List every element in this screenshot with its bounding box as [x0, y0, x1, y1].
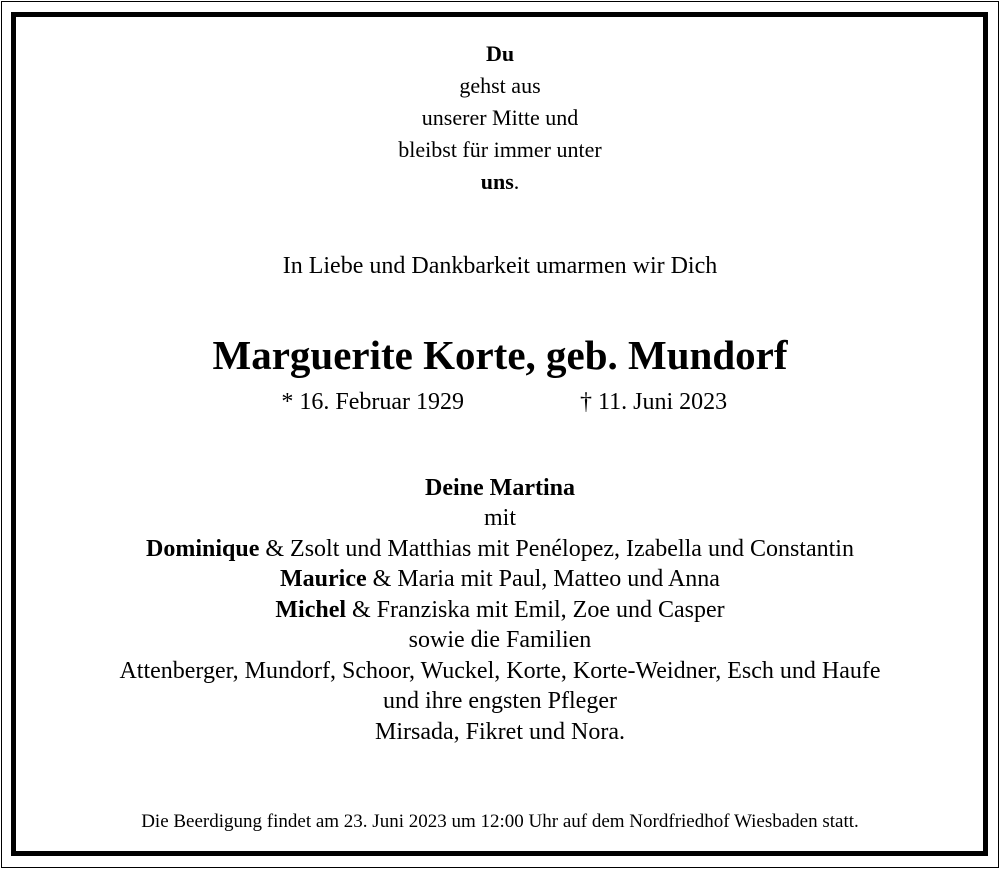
death-date: † 11. Juni 2023 — [580, 389, 728, 415]
carers-intro: und ihre engsten Pfleger — [383, 688, 617, 714]
poem-line-4: bleibst für immer unter — [398, 137, 602, 162]
families-list: Attenberger, Mundorf, Schoor, Wuckel, Korte, Korte-Weidner, Esch und Haufe — [119, 658, 881, 684]
deceased-name: Marguerite Korte, geb. Mundorf — [212, 332, 788, 378]
poem-line-2: gehst aus — [459, 73, 541, 98]
mourner-family-2-rest: & Maria mit Paul, Matteo und Anna — [366, 566, 720, 592]
funeral-notice: Die Beerdigung findet am 23. Juni 2023 um 12:00 Uhr auf dem Nordfriedhof Wiesbaden statt. — [141, 811, 859, 832]
mourner-family-2-name: Maurice — [280, 566, 367, 592]
mourner-family-3-rest: & Franziska mit Emil, Zoe und Casper — [346, 597, 725, 623]
mourner-lead: Deine Martina — [425, 475, 575, 501]
mourner-family-2 — [0, 564, 1000, 595]
poem-line-3: unserer Mitte und — [421, 105, 579, 130]
poem-line-5 — [0, 166, 1000, 198]
mourner-family-1-name: Dominique — [146, 536, 260, 562]
mourner-family-3 — [0, 595, 1000, 626]
poem-line-1: Du — [485, 41, 515, 66]
families-intro: sowie die Familien — [408, 627, 592, 653]
carers-names: Mirsada, Fikret und Nora. — [375, 719, 625, 745]
birth-date: * 16. Februar 1929 — [281, 389, 464, 415]
mourner-family-3-name: Michel — [275, 597, 347, 623]
mourner-family-1 — [0, 534, 1000, 565]
mourner-with: mit — [483, 505, 516, 531]
dedication: In Liebe und Dankbarkeit umarmen wir Dich — [282, 253, 718, 279]
poem-emphasis: uns — [480, 169, 514, 194]
mourner-family-1-rest: & Zsolt und Matthias mit Penélopez, Izabella und Constantin — [259, 536, 854, 562]
poem-punctuation: . — [513, 169, 520, 194]
